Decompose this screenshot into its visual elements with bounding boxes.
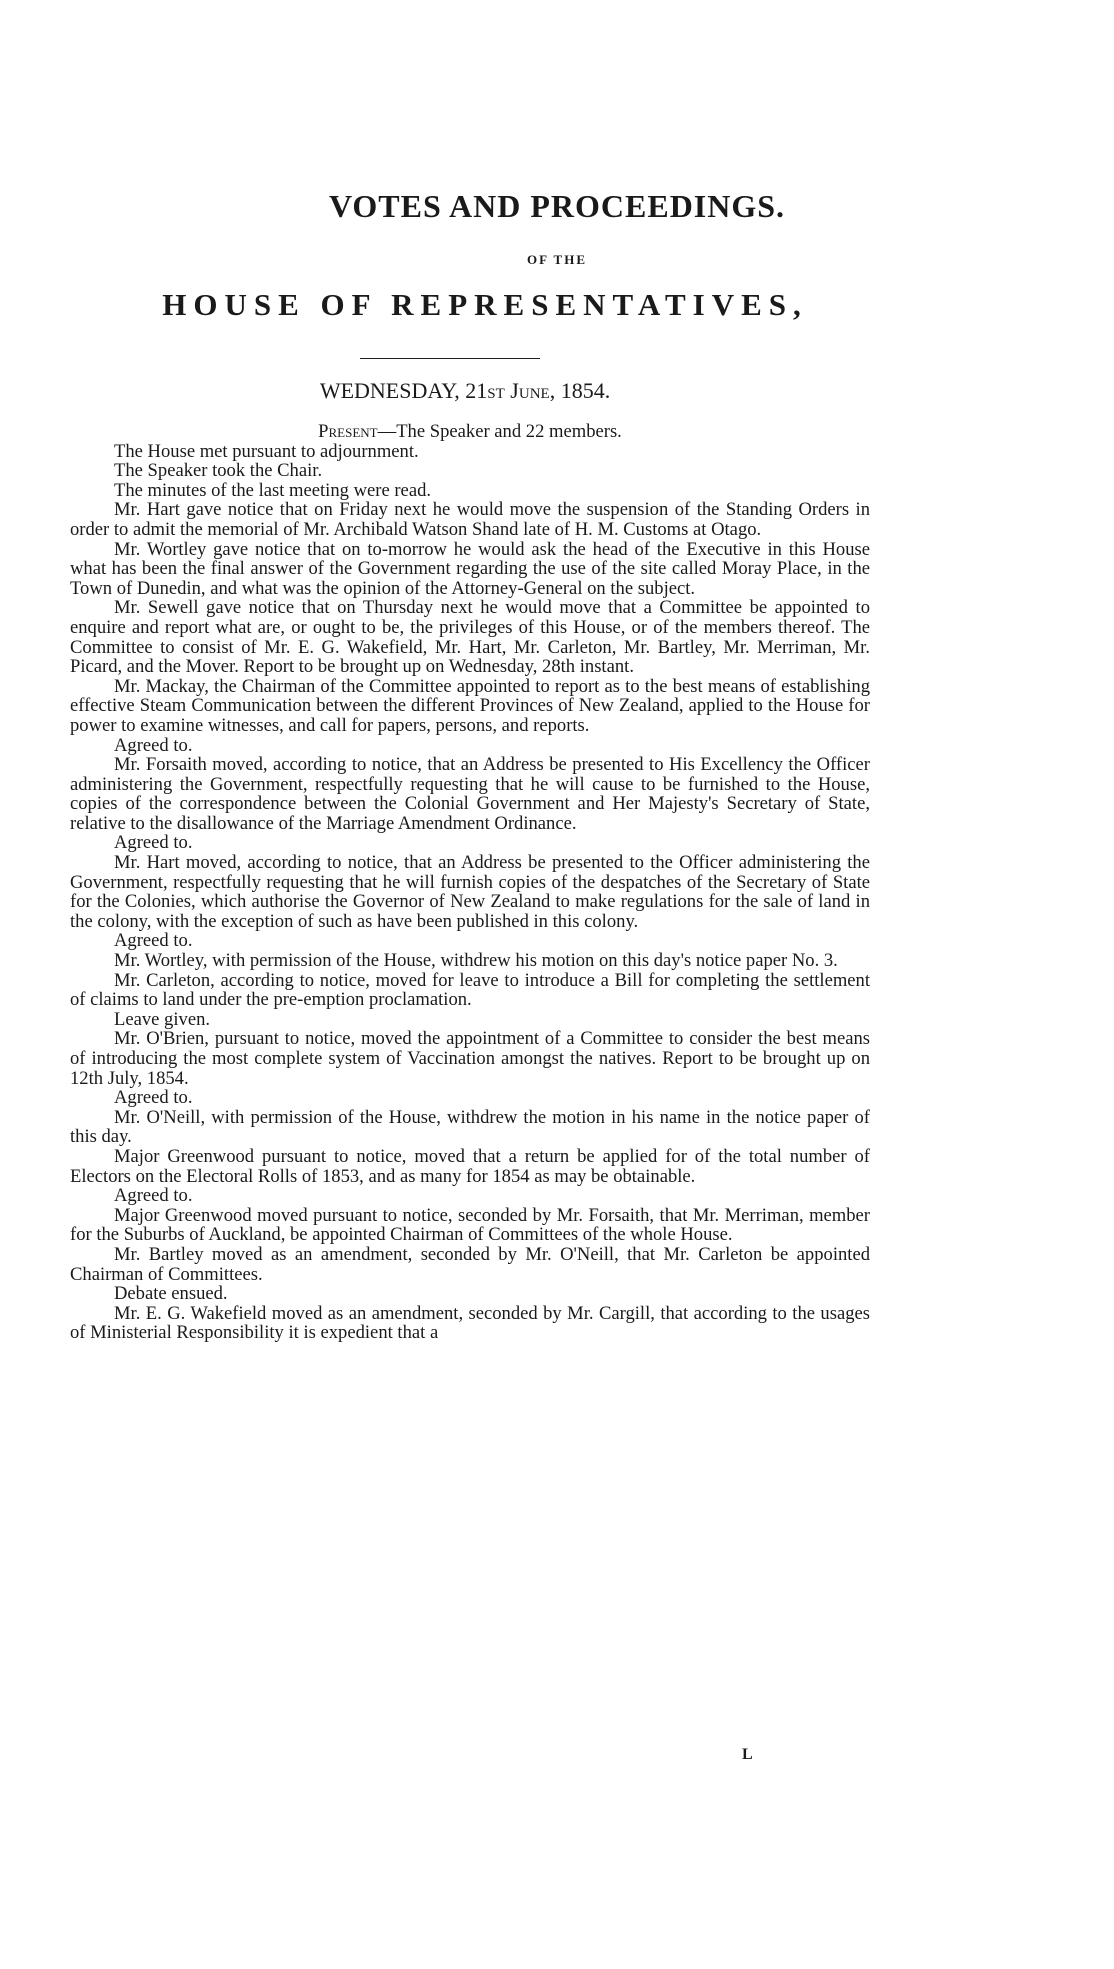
proceeding-paragraph: Mr. Mackay, the Chairman of the Committee appointed to report as to the best means of establishing effective Steam Communication between the different Provinces of New Zealand, applied to the House for power to examine witnesses, and call for papers, persons, and reports. <box>70 675 870 736</box>
proceeding-paragraph: Agreed to. <box>114 832 193 854</box>
proceeding-paragraph: Mr. O'Brien, pursuant to notice, moved the appointment of a Committee to consider the best means of introducing the most complete system of Vaccination amongst the natives. Report to be brought up on 12th July, 1854. <box>70 1028 870 1089</box>
proceeding-paragraph: Agreed to. <box>114 1087 193 1109</box>
session-date <box>0 378 930 404</box>
date-weekday-day: WEDNESDAY, 21 <box>319 378 488 403</box>
title-rule-divider <box>360 358 540 359</box>
proceeding-paragraph: The House met pursuant to adjournment. <box>114 440 419 462</box>
present-text: —The Speaker and 22 members. <box>377 421 622 442</box>
proceeding-paragraph: Mr. E. G. Wakefield moved as an amendment, seconded by Mr. Cargill, that according to the usages of Ministerial Responsibility it is expedient that a <box>70 1302 870 1344</box>
proceeding-paragraph: The Speaker took the Chair. <box>114 460 323 482</box>
date-ordinal: st <box>487 378 505 403</box>
proceeding-paragraph: Agreed to. <box>114 930 193 952</box>
proceeding-paragraph: Leave given. <box>114 1008 211 1030</box>
house-heading: HOUSE OF REPRESENTATIVES, <box>162 287 808 322</box>
proceeding-paragraph: Major Greenwood moved pursuant to notice, seconded by Mr. Forsaith, that Mr. Merriman, member for the Suburbs of Auckland, be appointed Chairman of Committees of the whole House. <box>70 1204 870 1246</box>
proceeding-paragraph: Mr. O'Neill, with permission of the House, withdrew the motion in his name in the notice paper of this day. <box>70 1106 870 1148</box>
proceeding-paragraph: Agreed to. <box>114 1185 193 1207</box>
proceeding-paragraph: Debate ensued. <box>114 1283 228 1305</box>
present-label: Present <box>318 421 378 442</box>
proceeding-paragraph: Mr. Hart gave notice that on Friday next he would move the suspension of the Standing Orders in order to admit the memorial of Mr. Archibald Watson Shand late of H. M. Customs at Otago. <box>70 499 870 540</box>
proceeding-paragraph: Mr. Bartley moved as an amendment, seconded by Mr. O'Neill, that Mr. Carleton be appointed Chairman of Committees. <box>70 1243 870 1285</box>
proceeding-paragraph: Mr. Carleton, according to notice, moved for leave to introduce a Bill for completing the settlement of claims to land under the pre-emption proclamation. <box>70 969 870 1011</box>
proceedings-body <box>70 422 870 1343</box>
proceeding-paragraph: Mr. Wortley, with permission of the House, withdrew his motion on this day's notice paper No. 3. <box>114 950 838 972</box>
proceeding-paragraph: Mr. Sewell gave notice that on Thursday next he would move that a Committee be appointed to enquire and report what are, or ought to be, the privileges of this House, or of the members thereof. The Committee to consist of Mr. E. G. Wakefield, Mr. Hart, Mr. Carleton, Mr. Bartley, Mr. Merriman, Mr. Picard, and the Mover. Report to be brought up on Wednesday, 28th instant. <box>70 597 870 678</box>
proceeding-paragraph: Major Greenwood pursuant to notice, moved that a return be applied for of the total number of Electors on the Electoral Rolls of 1853, and as many for 1854 as may be obtainable. <box>70 1145 870 1187</box>
proceeding-paragraph: Mr. Wortley gave notice that on to-morrow he would ask the head of the Executive in this House what has been the final answer of the Government regarding the use of the site called Moray Place, in the Town of Dunedin, and what was the opinion of the Attorney-General on the subject. <box>70 538 870 599</box>
present-line <box>70 422 870 442</box>
paragraph-list <box>70 442 870 1343</box>
document-title: VOTES AND PROCEEDINGS. <box>328 188 786 224</box>
folio-signature-mark: L <box>742 1746 753 1763</box>
proceeding-paragraph: Agreed to. <box>114 734 193 756</box>
proceeding-paragraph: Mr. Hart moved, according to notice, that an Address be presented to the Officer administering the Government, respectfully requesting that he will furnish copies of the despatches of the Secretary of State for the Colonies, which authorise the Governor of New Zealand to make regulations for the sale of land in the colony, with the exception of such as have been published in this colony. <box>70 852 870 932</box>
title-connector: OF THE <box>526 252 588 267</box>
proceeding-paragraph: Mr. Forsaith moved, according to notice, that an Address be presented to His Excellency the Officer administering the Government, respectfully requesting that he will cause to be furnished to the House, copies of the correspondence between the Colonial Government and Her Majesty's Secretary of State, relative to the disallowance of the Marriage Amendment Ordinance. <box>70 754 870 834</box>
date-month: June <box>510 378 550 403</box>
proceeding-paragraph: The minutes of the last meeting were read. <box>114 479 432 501</box>
date-year: , 1854. <box>549 378 611 403</box>
